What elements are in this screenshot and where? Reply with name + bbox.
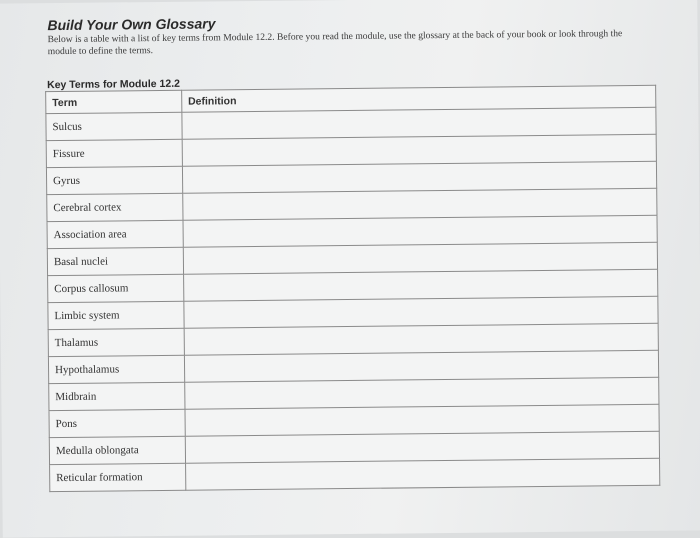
- table-row: [50, 458, 660, 491]
- term-cell: Limbic system: [48, 301, 184, 329]
- instructions-text: Below is a table with a list of key terms from Module 12.2. Before you read the module, use the glossary at the back of your book or look through the module to define the terms.: [47, 28, 623, 58]
- term-cell: Cerebral cortex: [47, 193, 183, 221]
- page-title: Build Your Own Glossary: [47, 15, 216, 34]
- column-header-term: Term: [46, 90, 182, 113]
- definition-cell[interactable]: [185, 458, 659, 490]
- term-cell: Sulcus: [46, 112, 182, 140]
- term-cell: Association area: [47, 220, 183, 248]
- term-cell: Reticular formation: [50, 463, 186, 491]
- term-cell: Thalamus: [48, 328, 184, 356]
- column-header-definition: Definition: [181, 85, 655, 112]
- glossary-table: [45, 85, 660, 492]
- term-cell: Midbrain: [49, 382, 185, 410]
- term-cell: Hypothalamus: [48, 355, 184, 383]
- term-cell: Basal nuclei: [47, 247, 183, 275]
- term-cell: Gyrus: [46, 166, 182, 194]
- term-cell: Medulla oblongata: [49, 436, 185, 464]
- term-cell: Corpus callosum: [48, 274, 184, 302]
- term-cell: Pons: [49, 409, 185, 437]
- table-caption: Key Terms for Module 12.2: [47, 77, 180, 92]
- term-cell: Fissure: [46, 139, 182, 167]
